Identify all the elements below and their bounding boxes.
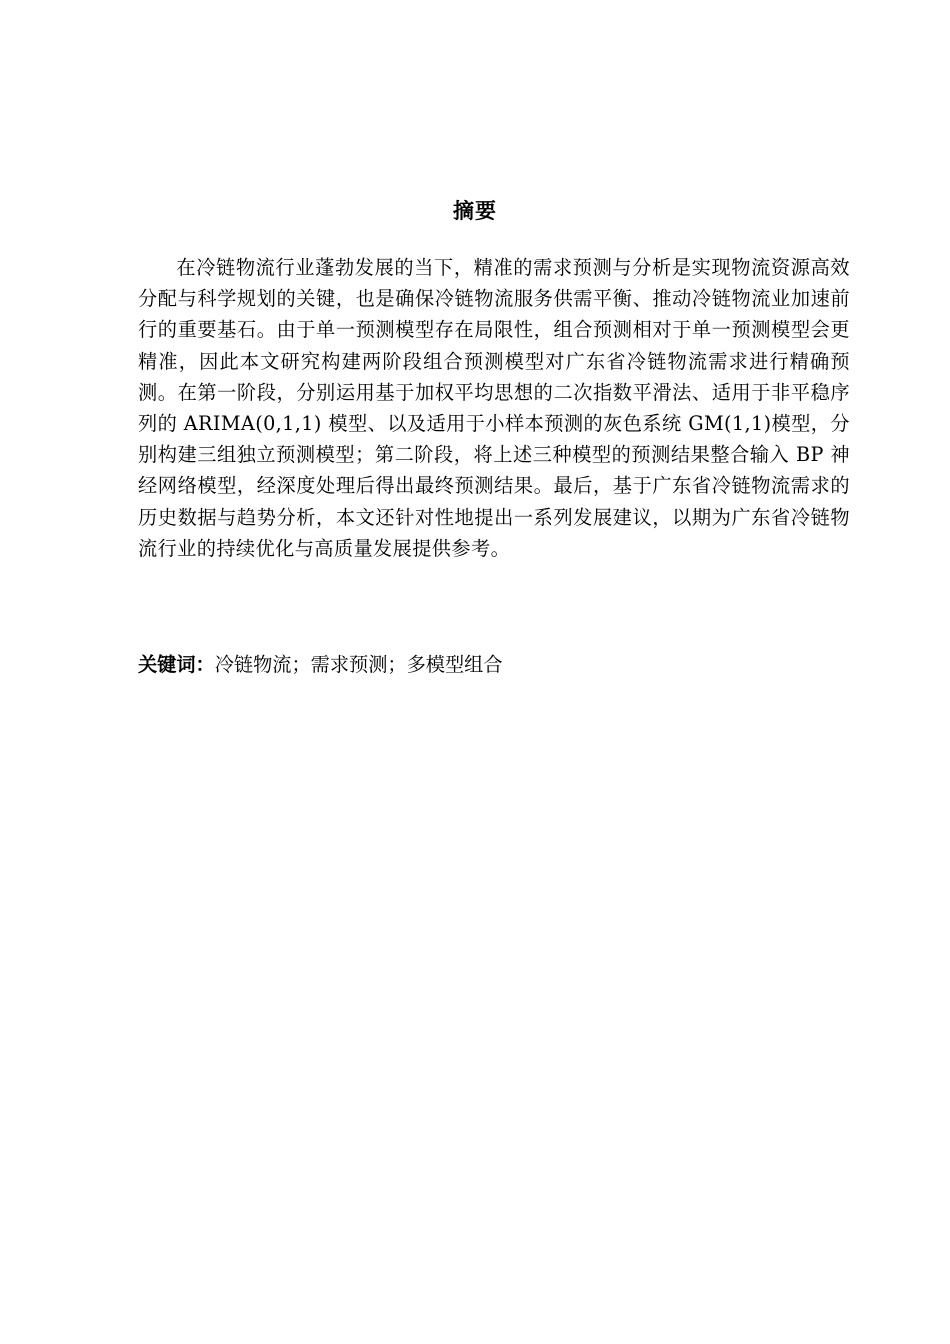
keywords-text: 冷链物流；需求预测；多模型组合 [214,653,503,676]
keywords-label: 关键词： [138,653,215,676]
abstract-paragraph: 在冷链物流行业蓬勃发展的当下，精准的需求预测与分析是实现物流资源高效分配与科学规划的关键，也是确保冷链物流服务供需平衡、推动冷链物流业加速前行的重要基石。由于单一预测模型存在局限性，组合预测相对于单一预测模型会更精准，因此本文研究构建两阶段组合预测模型对广东省冷链物流需求进行精确预测。在第一阶段，分别运用基于加权平均思想的二次指数平滑法、适用于非平稳序列的 ARIMA(0,1,1) 模型、以及适用于小样本预测的灰色系统 GM(1,1)模型，分别构建三组独立预测模型；第二阶段，将上述三种模型的预测结果整合输入 BP 神经网络模型，经深度处理后得出最终预测结果。最后，基于广东省冷链物流需求的历史数据与趋势分析，本文还针对性地提出一系列发展建议，以期为广东省冷链物流行业的持续优化与高质量发展提供参考。 [138,256,850,560]
keywords-line [138,650,850,680]
abstract-title: 摘要 [453,199,497,223]
